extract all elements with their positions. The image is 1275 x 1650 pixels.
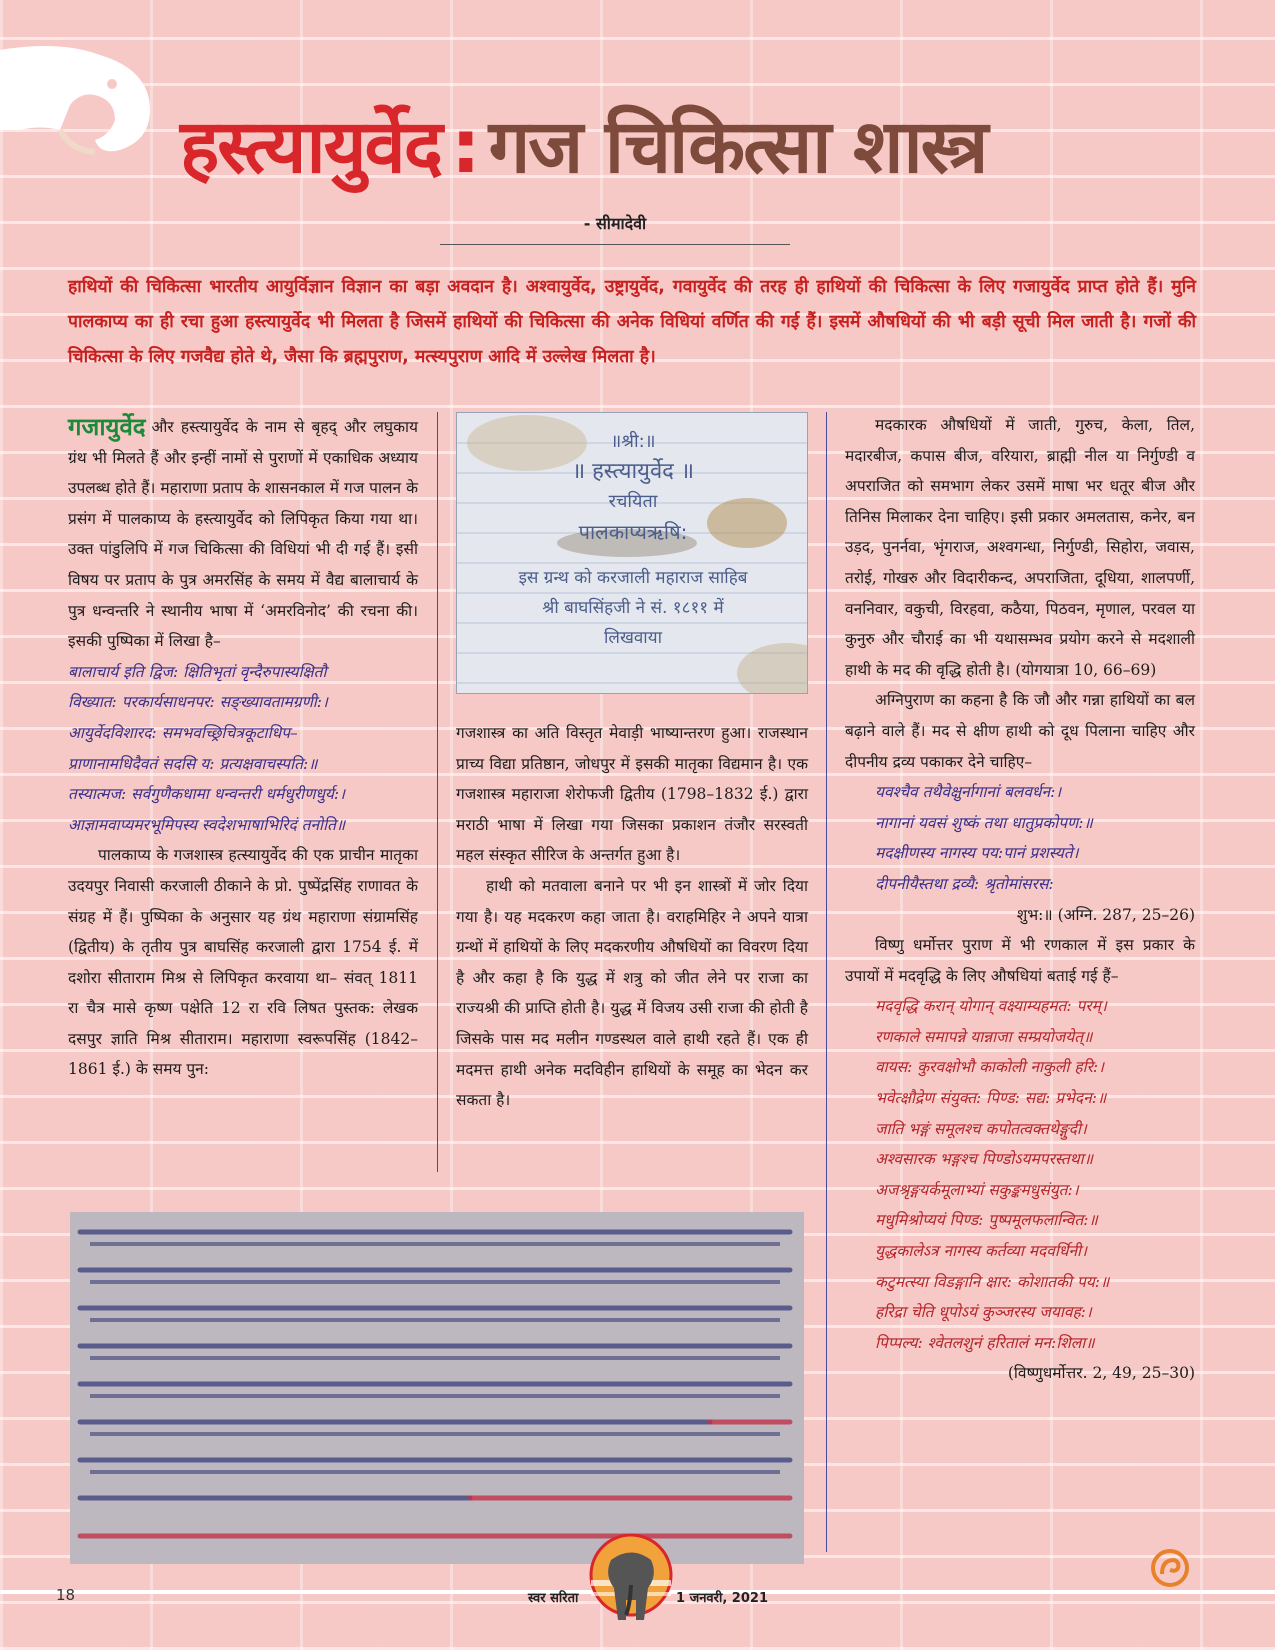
intro-paragraph: हाथियों की चिकित्सा भारतीय आयुर्विज्ञान विज्ञान का बड़ा अवदान है। अश्वायुर्वेद, उष्ट्रायुर्वेद, गवायुर्वेद की तरह ही हाथियों की चिकित्सा के लिए गजायुर्वेद प्राप्त होते हैं। मुनि पालकाप्य का ही रचा हुआ हस्त्यायुर्वेद भी मिलता है जिसमें हाथियों की चिकित्सा की अनेक विधियां वर्णित की गई हैं। इसमें औषधियों की भी बड़ी सूची मिल जाती है। गजों की चिकित्सा के लिए गजवैद्य होते थे, जैसा कि ब्रह्मपुराण, मत्स्यपुराण आदि में उल्लेख मिलता है। xyxy=(68,277,1196,367)
verse-line: विख्यात: परकार्यसाधनपर: सङ्ख्यावतामग्रणी:। xyxy=(68,693,328,712)
verse-reference: शुभ:॥ (अग्नि. 287, 25–26) xyxy=(1016,905,1195,924)
column-2 xyxy=(456,718,808,1116)
verse-line: आज्ञामवाप्यमरभूमिपस्य स्वदेशभाषाभिरिदं तनोति॥ xyxy=(68,815,346,834)
magazine-name: स्वर सरिता xyxy=(528,1591,579,1606)
verse-line: नागानां यवसं शुष्कं तथा धातुप्रकोपण:॥ xyxy=(875,813,1093,832)
manuscript-line: ॥श्री:॥ xyxy=(610,431,656,452)
verse-line: आयुर्वेदविशारद: समभवच्छ्रिचित्रकूटाधिप– xyxy=(68,723,298,742)
verse-line: अजश्रृङ्गयर्कमूलाभ्यां सकुङ्कमधुसंयुत:। xyxy=(875,1180,1079,1199)
column-3-para-3: विष्णु धर्मोत्तर पुराण में भी रणकाल में इस प्रकार के उपायों में मदवृद्धि के लिए औषधियां बताई गई हैं– xyxy=(845,936,1195,985)
title-part2: गज चिकित्सा शास्त्र xyxy=(488,104,987,190)
elephant-logo-icon xyxy=(586,1530,676,1630)
verse-line: यवश्चैव तथैवेक्षुर्नागानां बलवर्धन:। xyxy=(875,783,1062,802)
column-1-para-1-text: और हस्त्यायुर्वेद के नाम से बृहद् और लघुकाय ग्रंथ भी मिलते हैं और इन्हीं नामों से पुराणों में एकाधिक अध्याय उपलब्ध होते हैं। महाराणा प्रताप के शासनकाल में गज पालन के प्रसंग में पालकाप्य के हस्त्यायुर्वेद को लिपिकृत किया गया था। उक्त पांडुलिपि में गज चिकित्सा की विधियां भी दी गई हैं। इसी विषय पर प्रताप के पुत्र अमरसिंह के समय में वैद्य बालाचार्य के पुत्र धन्वन्तरि ने स्थानीय भाषा में ‘अमरविनोद’ की रचना की। इसकी पुष्पिका में लिखा है– xyxy=(68,418,418,651)
manuscript-page-photo xyxy=(70,1212,804,1564)
column-1 xyxy=(68,412,418,1085)
verse-reference: (विष्णुधर्मोत्तर. 2, 49, 25–30) xyxy=(1007,1364,1195,1383)
verse-line: मधुमिश्रोप्ययं पिण्ड: पुष्पमूलफलान्वित:॥ xyxy=(875,1211,1098,1230)
verse-line: जाति भङ्गं समूलश्च कपोतत्वक्तथेङ्गुदी। xyxy=(875,1119,1087,1138)
manuscript-title-photo xyxy=(456,412,808,694)
title-part1: हस्त्यायुर्वेद xyxy=(180,104,441,190)
verse-line: अश्वसारक भङ्गश्च पिण्डोऽयमपरस्तथा॥ xyxy=(875,1150,1093,1169)
article-title xyxy=(180,92,1180,202)
column-1-para-2: पालकाप्य के गजशास्त्र हत्स्यायुर्वेद की एक प्राचीन मातृका उदयपुर निवासी करजाली ठीकाने के प्रो. पुष्पेंद्रसिंह राणावत के संग्रह में हैं। पुष्पिका के अनुसार यह ग्रंथ महाराणा संग्रामसिंह (द्वितीय) के तृतीय पुत्र बाघसिंह करजाली द्वारा 1754 ई. में दशोरा सीताराम मिश्र से लिपिकृत करवाया था– संवत् 1811 रा चैत्र मासे कृष्ण पक्षेति 12 रा रवि लिषत पुस्तक: लेखक दसपुर ज्ञाति मिश्र सीताराम। महाराणा स्वरूपसिंह (1842–1861 ई.) के समय पुन: xyxy=(68,846,418,1079)
issue-date: 1 जनवरी, 2021 xyxy=(676,1591,768,1606)
verse-line: मदक्षीणस्य नागस्य पय:पानं प्रशस्यते। xyxy=(875,844,1079,863)
manuscript-line: ॥ हस्त्यायुर्वेद ॥ xyxy=(571,459,695,484)
column-3-para-2: अग्निपुराण का कहना है कि जौ और गन्ना हाथियों का बल बढ़ाने वाले हैं। मद से क्षीण हाथी को दूध पिलाना चाहिए और दीपनीय द्रव्य पकाकर देने चाहिए– xyxy=(845,691,1195,771)
manuscript-line: पालकाप्यऋषि: xyxy=(578,520,688,544)
verse-line: पिप्पल्य: श्वेतलशुनं हरितालं मन:शिला॥ xyxy=(875,1333,1095,1352)
drop-word: गजायुर्वेद xyxy=(68,413,146,441)
page-number: 18 xyxy=(56,1586,76,1604)
verse-line: युद्धकालेऽत्र नागस्य कर्तव्या मदवर्धिनी। xyxy=(875,1242,1087,1261)
manuscript-page-image xyxy=(70,1212,804,1564)
byline: - सीमादेवी xyxy=(440,212,790,245)
verse-line: भवेत्क्षौद्रेण संयुक्त: पिण्ड: सद्य: प्रभेदन:॥ xyxy=(875,1089,1107,1108)
manuscript-title-text xyxy=(457,427,808,653)
manuscript-line: लिखवाया xyxy=(604,628,662,648)
elephant-head-icon xyxy=(0,40,170,160)
manuscript-line: श्री बाघसिंहजी ने सं. १८११ में xyxy=(542,598,724,618)
manuscript-line: रचयिता xyxy=(608,491,658,512)
column-divider xyxy=(826,412,827,1552)
column-divider xyxy=(437,412,438,1172)
column-2-para-1: गजशास्त्र का अति विस्तृत मेवाड़ी भाष्यान्तरण हुआ। राजस्थान प्राच्य विद्या प्रतिष्ठान, जोधपुर में इसकी मातृका विद्यमान है। एक गजशास्त्र महाराजा शेरोफजी द्वितीय (1798–1832 ई.) द्वारा मराठी भाषा में लिखा गया जिसका प्रकाशन तंजौर सरस्वती महल संस्कृत सीरिज के अन्तर्गत हुआ है। xyxy=(456,724,808,865)
column-1-para-1 xyxy=(68,412,418,657)
verse-line: तस्यात्मज: सर्वगुणैकधामा धन्वन्तरी धर्मधुरीणधुर्य:। xyxy=(68,785,346,804)
manuscript-line: इस ग्रन्थ को करजाली महाराज साहिब xyxy=(518,568,748,588)
verse-line: बालाचार्य इति द्विज: क्षितिभृतां वृन्दैरुपास्यक्षितौ xyxy=(68,662,327,681)
verse-line: हरिद्रा चेति धूपोऽयं कुञ्जरस्य जयावह:। xyxy=(875,1303,1092,1322)
verse-line: वायस: कुरवक्षोभौ काकोली नाकुली हरि:। xyxy=(875,1058,1105,1077)
column-3-para-1: मदकारक औषधियों में जाती, गुरुच, केला, तिल, मदारबीज, कपास बीज, वरियारा, ब्राह्मी नील या निर्गुण्डी व अपराजित को समभाग लेकर उसमें माषा भर धतूर बीज और तिनिस मिलाकर देना चाहिए। इसी प्रकार अमलतास, कनेर, बन उड़द, पुनर्नवा, भृंगराज, अश्वगन्धा, निर्गुण्डी, सिहोरा, जवास, तरोई, गोखरु और विदारीकन्द, अपराजिता, दूधिया, शालपर्णी, वननिवार, वकुची, विरहवा, कठैया, पिठवन, मृणाल, परवल या कुनुरु और चौराई का भी यथासम्भव प्रयोग करने से मदशाली हाथी के मद की वृद्धि होती है। (योगयात्रा 10, 66–69) xyxy=(845,416,1195,679)
column-2-para-2: हाथी को मतवाला बनाने पर भी इन शास्त्रों में जोर दिया गया है। यह मदकरण कहा जाता है। वराहमिहिर ने अपने यात्रा ग्रन्थों में हाथियों के लिए मदकरणीय औषधियों का विवरण दिया है और कहा है कि युद्ध में शत्रु को जीत लेने पर राजा का राज्यश्री की प्राप्ति होती है। युद्ध में विजय उसी राजा की होती है जिसके पास मद मलीन गण्डस्थल वाले हाथी रहते हैं। एक ही मदमत्त हाथी अनेक मदविहीन हाथियों के समूह का भेदन कर सकता है। xyxy=(456,876,808,1110)
verse-line: रणकाले समापन्ने यान्नाजा सम्प्रयोजयेत्॥ xyxy=(875,1027,1093,1046)
column-3 xyxy=(845,410,1195,1389)
verse-line: प्राणानामधिदैवतं सदसि य: प्रत्यक्षवाचस्पति:॥ xyxy=(68,754,318,773)
verse-line: मदवृद्धि करान् योगान् वक्ष्याम्यहमत: परम्। xyxy=(875,997,1107,1016)
verse-line: दीपनीयैस्तथा द्रव्यै: श्रृतोमांसरस: xyxy=(875,874,1054,893)
verse-line: कटुमत्स्या विडङ्गानि क्षार: कोशातकी पय:॥ xyxy=(875,1272,1110,1291)
end-mark-icon xyxy=(1150,1548,1190,1588)
title-separator: : xyxy=(450,104,479,190)
